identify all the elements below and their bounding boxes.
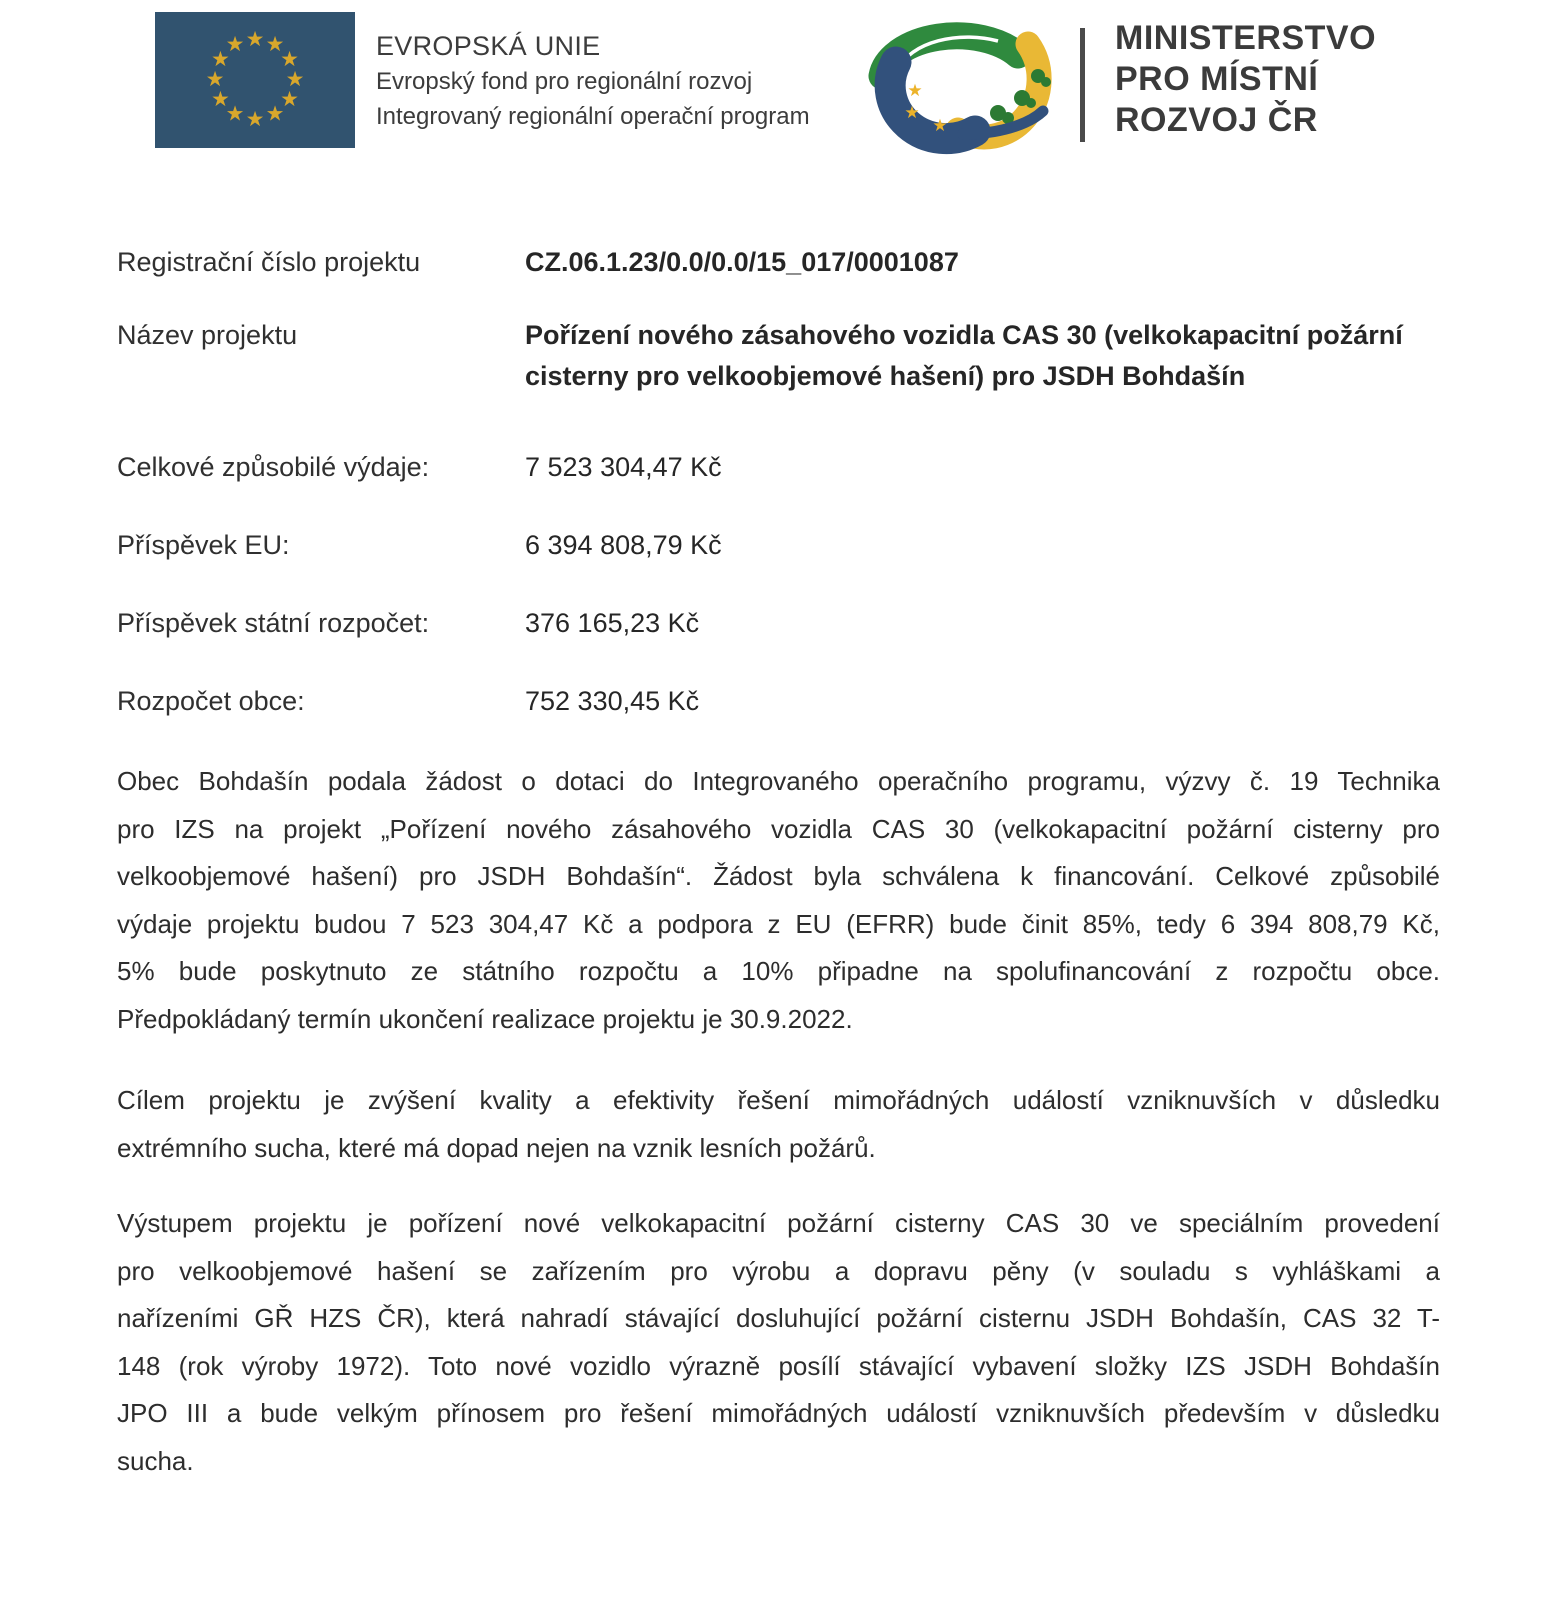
municipal-budget-label: Rozpočet obce:: [117, 686, 305, 716]
paragraph-line: 148 (rok výroby 1972). Toto nové vozidlo výrazně posílí stávající vybavení složky IZS JSDH Bohdašín: [117, 1350, 1440, 1381]
paragraph-line: Výstupem projektu je pořízení nové velkokapacitní požární cisterny CAS 30 ve speciálním provedení: [117, 1208, 1440, 1238]
svg-text:★: ★: [210, 47, 230, 71]
project-name-line-2: cisterny pro velkoobjemové hašení) pro JSDH Bohdašín: [525, 361, 1246, 391]
svg-text:★: ★: [245, 27, 265, 51]
svg-text:★: ★: [265, 101, 285, 126]
svg-text:★: ★: [280, 87, 300, 111]
registration-value: CZ.06.1.23/0.0/0.0/15_017/0001087: [525, 247, 959, 277]
svg-text:★: ★: [904, 103, 920, 123]
paragraph-line: sucha.: [117, 1445, 194, 1476]
paragraph-line: pro velkoobjemové hašení se zařízením pro výrobu a dopravu pěny (v souladu s vyhláškami a: [117, 1255, 1440, 1286]
detail-row-project-name: [117, 318, 1447, 400]
svg-text:★: ★: [245, 107, 265, 131]
svg-text:★: ★: [265, 32, 285, 56]
svg-text:★: ★: [280, 47, 300, 71]
svg-text:★: ★: [225, 32, 245, 56]
paragraph-line: JPO III a bude velkým přínosem pro řešení mimořádných událostí vzniknuvších především v důsledku: [117, 1398, 1440, 1428]
svg-text:★: ★: [205, 67, 225, 91]
detail-row-state-contribution: [117, 606, 1447, 640]
project-name-label: Název projektu: [117, 320, 298, 350]
detail-row-total-expenses: [117, 450, 1447, 484]
paragraph-application: [117, 758, 1440, 1043]
paragraph-output: [117, 1200, 1440, 1485]
paragraph-line: výdaje projektu budou 7 523 304,47 Kč a podpora z EU (EFRR) bude činit 85%, tedy 6 394 808,79 Kč,: [117, 908, 1440, 939]
detail-row-registration: [117, 245, 1447, 279]
ministry-logo-text: [1115, 18, 1376, 141]
paragraph-line: Obec Bohdašín podala žádost o dotaci do Integrovaného operačního programu, výzvy č. 19 Technika: [117, 766, 1440, 796]
project-name-line-1: Pořízení nového zásahového vozidla CAS 30 (velkokapacitní požární: [525, 320, 1403, 350]
mmr-swirl-icon: [860, 10, 1070, 155]
svg-text:★: ★: [225, 101, 245, 126]
eu-flag-icon: [155, 12, 355, 148]
paragraph-line: 5% bude poskytnuto ze státního rozpočtu a 10% připadne na spolufinancování z rozpočtu obce.: [117, 956, 1440, 986]
state-contribution-value: 376 165,23 Kč: [525, 608, 700, 638]
svg-text:★: ★: [210, 87, 230, 111]
paragraph-line: velkoobjemové hašení) pro JSDH Bohdašín“. Žádost byla schválena k financování. Celkové způsobilé: [117, 861, 1440, 891]
logo-divider: [1080, 28, 1085, 142]
total-expenses-label: Celkové způsobilé výdaje:: [117, 452, 430, 482]
state-contribution-label: Příspěvek státní rozpočet:: [117, 608, 430, 638]
eu-subtitle-1: Evropský fond pro regionální rozvoj: [376, 68, 753, 95]
detail-row-municipal-budget: [117, 684, 1447, 718]
eu-title: EVROPSKÁ UNIE: [376, 31, 601, 61]
paragraph-line: Cílem projektu je zvýšení kvality a efektivity řešení mimořádných událostí vzniknuvších v důsledku: [117, 1085, 1440, 1115]
paragraph-line: nařízeními GŘ HZS ČR), která nahradí stávající dosluhující požární cisternu JSDH Bohdašín, CAS 32 T-: [117, 1303, 1440, 1333]
project-name-value: [525, 318, 1403, 400]
eu-contribution-label: Příspěvek EU:: [117, 530, 290, 560]
svg-text:★: ★: [932, 116, 948, 136]
paragraph-goal: [117, 1077, 1440, 1172]
ministry-line-1: MINISTERSTVO: [1115, 19, 1377, 57]
municipal-budget-value: 752 330,45 Kč: [525, 686, 700, 716]
total-expenses-value: 7 523 304,47 Kč: [525, 452, 722, 482]
eu-logo-text: [376, 28, 810, 134]
eu-contribution-value: 6 394 808,79 Kč: [525, 530, 722, 560]
paragraph-line: pro IZS na projekt „Pořízení nového zásahového vozidla CAS 30 (velkokapacitní požární cisterny pro: [117, 813, 1440, 844]
ministry-line-3: ROZVOJ ČR: [1115, 101, 1318, 139]
ministry-line-2: PRO MÍSTNÍ: [1115, 60, 1319, 98]
registration-label: Registrační číslo projektu: [117, 247, 421, 277]
eu-subtitle-2: Integrovaný regionální operační program: [376, 103, 810, 130]
svg-text:★: ★: [285, 67, 305, 91]
paragraph-line: extrémního sucha, které má dopad nejen na vznik lesních požárů.: [117, 1132, 876, 1163]
svg-text:★: ★: [907, 81, 923, 101]
detail-row-eu-contribution: [117, 528, 1447, 562]
paragraph-line: Předpokládaný termín ukončení realizace projektu je 30.9.2022.: [117, 1003, 853, 1034]
